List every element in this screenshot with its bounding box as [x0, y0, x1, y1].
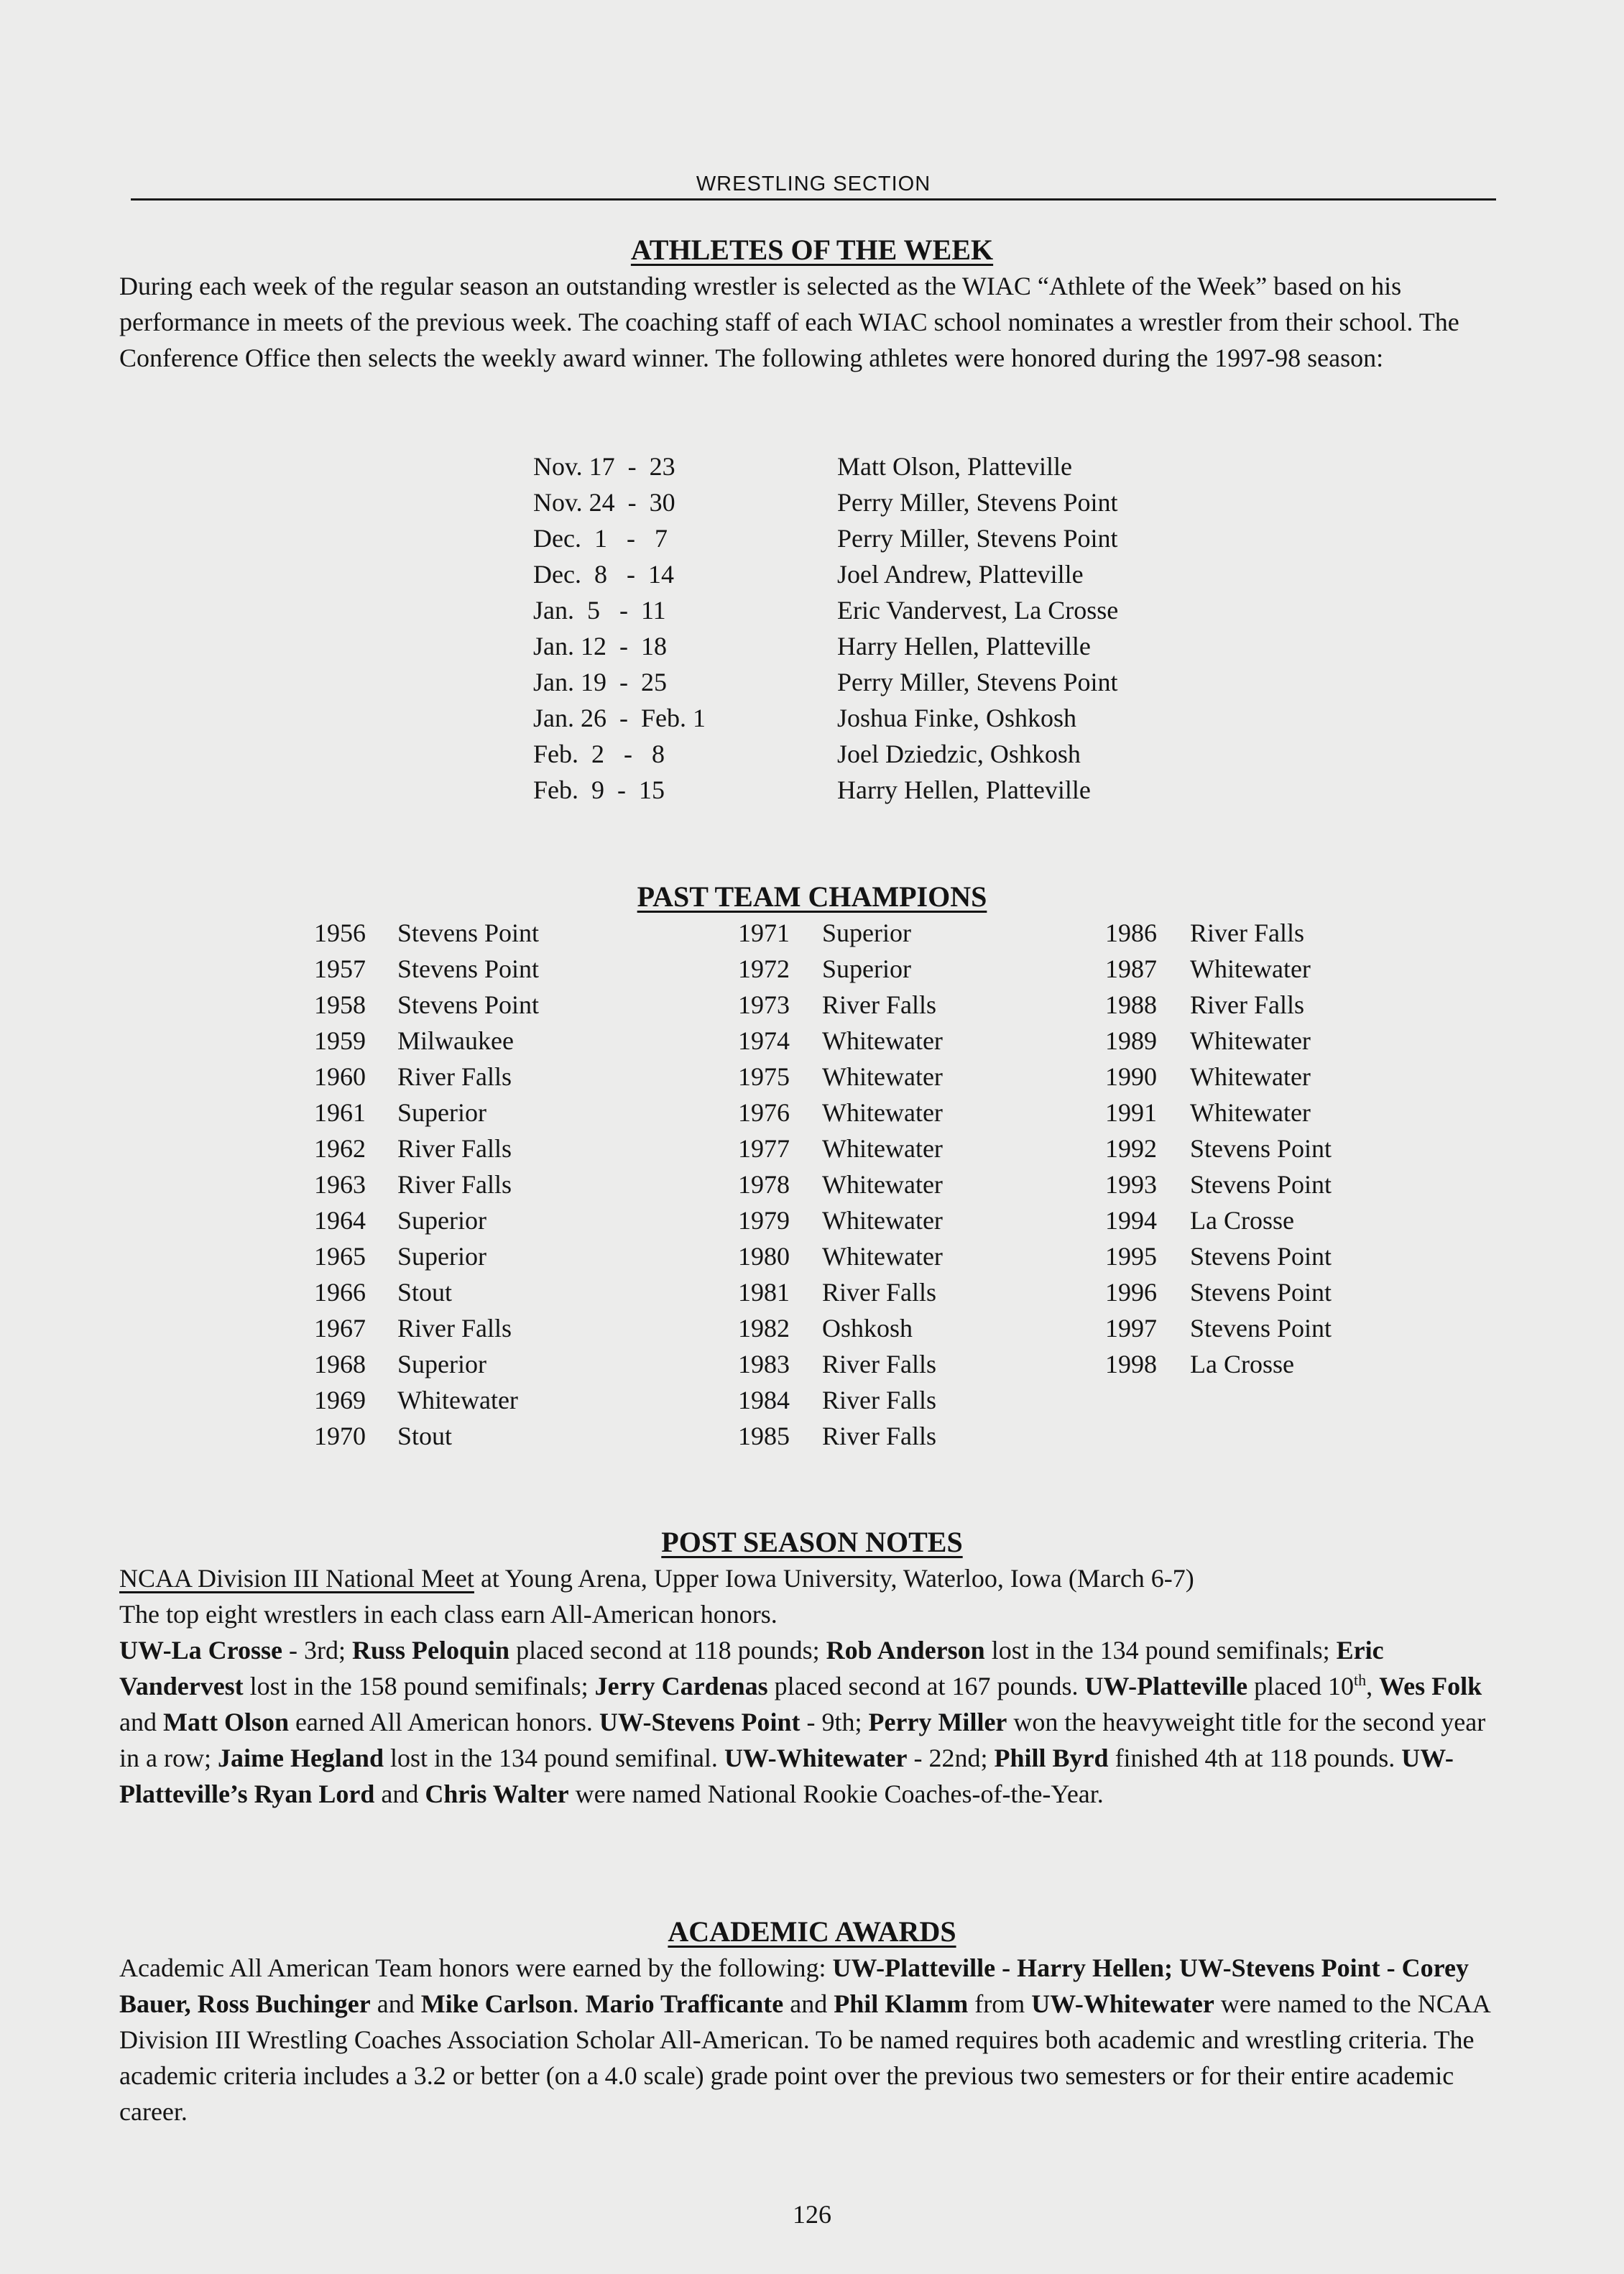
champions-row	[0, 951, 1624, 987]
week-row	[0, 700, 1624, 736]
champion-team: Whitewater	[1190, 1062, 1311, 1091]
honoree-names: UW-Platteville - Harry Hellen; UW-Stevens Point - Corey Bauer, Ross Buchinger	[119, 1953, 1469, 2018]
wrestler-name: Russ Peloquin	[351, 1636, 510, 1665]
week-row	[0, 736, 1624, 772]
champions-row	[0, 1202, 1624, 1238]
week-dates: Jan. 5 - 11	[533, 596, 666, 625]
champion-team: River Falls	[1190, 919, 1304, 947]
week-athlete: Harry Hellen, Platteville	[837, 775, 1091, 804]
champion-team: Superior	[822, 919, 911, 947]
champion-team: Whitewater	[822, 1170, 943, 1199]
champions-row	[0, 1095, 1624, 1131]
champion-team: River Falls	[822, 1386, 936, 1414]
champion-team: Milwaukee	[397, 1026, 514, 1055]
week-row	[0, 520, 1624, 556]
wrestler-name: Wes Folk	[1379, 1672, 1482, 1700]
champion-team: Whitewater	[1190, 1098, 1311, 1127]
week-dates: Feb. 2 - 8	[533, 740, 665, 768]
note-text: and	[119, 1708, 163, 1736]
academic-text: from	[968, 1989, 1032, 2018]
athletes-heading	[0, 233, 1624, 267]
champions-heading-text: PAST TEAM CHAMPIONS	[637, 880, 987, 913]
honors-line: The top eight wrestlers in each class earn All-American honors.	[119, 1600, 778, 1629]
champions-row	[0, 915, 1624, 951]
note-text: placed second at 167 pounds.	[767, 1672, 1085, 1700]
champion-year: 1984	[738, 1386, 790, 1414]
champion-year: 1971	[738, 919, 790, 947]
team-name: UW-Whitewater	[724, 1744, 908, 1772]
ordinal-suffix: th	[1354, 1671, 1367, 1689]
academic-text: were named to the NCAA Division III Wrestling Coaches Association Scholar All-American. To be named requires both academic and wrestling criteria. The academic criteria includes a 3.2 or better (on a 4.0 scale) grade point over the previous two semesters or for their entire academic career.	[119, 1989, 1490, 2126]
post-season-heading	[0, 1525, 1624, 1560]
champion-team: River Falls	[1190, 990, 1304, 1019]
champion-year: 1983	[738, 1350, 790, 1378]
champions-row	[0, 1418, 1624, 1454]
week-athlete: Perry Miller, Stevens Point	[837, 488, 1118, 517]
champions-row	[0, 1059, 1624, 1095]
champion-year: 1961	[314, 1098, 366, 1127]
week-dates: Jan. 19 - 25	[533, 668, 667, 696]
week-dates: Jan. 26 - Feb. 1	[533, 704, 706, 732]
champion-team: River Falls	[822, 990, 936, 1019]
week-dates: Jan. 12 - 18	[533, 632, 667, 660]
champion-year: 1987	[1105, 954, 1157, 983]
note-text: placed 10	[1247, 1672, 1355, 1700]
coach-name: Chris Walter	[425, 1780, 569, 1808]
champions-row	[0, 1382, 1624, 1418]
note-text: - 3rd;	[282, 1636, 352, 1665]
team-name: UW-Stevens Point	[599, 1708, 801, 1736]
champion-team: La Crosse	[1190, 1350, 1294, 1378]
champion-year: 1956	[314, 919, 366, 947]
champion-year: 1992	[1105, 1134, 1157, 1163]
champion-year: 1977	[738, 1134, 790, 1163]
champion-team: Superior	[397, 1098, 486, 1127]
champion-year: 1964	[314, 1206, 366, 1235]
meet-location: at Young Arena, Upper Iowa University, Waterloo, Iowa (March 6-7)	[474, 1564, 1194, 1593]
page-number: 126	[793, 2200, 831, 2229]
champion-year: 1963	[314, 1170, 366, 1199]
champions-row	[0, 987, 1624, 1023]
champion-team: Stout	[397, 1422, 453, 1450]
champion-team: River Falls	[397, 1134, 512, 1163]
note-text: ,	[1366, 1672, 1380, 1700]
champion-year: 1985	[738, 1422, 790, 1450]
champion-year: 1978	[738, 1170, 790, 1199]
week-athlete: Matt Olson, Platteville	[837, 452, 1072, 481]
honoree-name: Mike Carlson	[420, 1989, 573, 2018]
note-text: - 22nd;	[907, 1744, 995, 1772]
academic-heading-text: ACADEMIC AWARDS	[668, 1915, 956, 1948]
post-season-notes	[119, 1560, 1506, 1812]
champion-year: 1981	[738, 1278, 790, 1307]
champion-team: Whitewater	[822, 1026, 943, 1055]
champion-year: 1976	[738, 1098, 790, 1127]
champion-year: 1990	[1105, 1062, 1157, 1091]
team-name: UW-La Crosse	[119, 1636, 282, 1665]
week-athlete: Perry Miller, Stevens Point	[837, 668, 1118, 696]
champions-row	[0, 1166, 1624, 1202]
champion-year: 1962	[314, 1134, 366, 1163]
champions-row	[0, 1346, 1624, 1382]
meet-name: NCAA Division III National Meet	[119, 1564, 474, 1593]
note-text: finished 4th at 118 pounds.	[1108, 1744, 1402, 1772]
athletes-intro: During each week of the regular season an outstanding wrestler is selected as the WIAC “Athlete of the Week” based on his performance in meets of the previous week. The coaching staff of each WIAC school nominates a wrestler from their school. The Conference Office then selects the weekly award winner. The following athletes were honored during the 1997-98 season:	[119, 272, 1459, 372]
note-text: - 9th;	[800, 1708, 869, 1736]
team-name: UW-Whitewater	[1031, 1989, 1214, 2018]
champion-year: 1993	[1105, 1170, 1157, 1199]
note-text: lost in the 134 pound semifinals;	[984, 1636, 1337, 1665]
champion-team: River Falls	[822, 1350, 936, 1378]
champion-team: Whitewater	[1190, 1026, 1311, 1055]
section-header: WRESTLING SECTION	[131, 170, 1496, 201]
champion-year: 1991	[1105, 1098, 1157, 1127]
week-athlete: Harry Hellen, Platteville	[837, 632, 1091, 660]
champion-year: 1958	[314, 990, 366, 1019]
champion-year: 1966	[314, 1278, 366, 1307]
champion-year: 1979	[738, 1206, 790, 1235]
champion-team: Stout	[397, 1278, 453, 1307]
champion-year: 1959	[314, 1026, 366, 1055]
honoree-name: Mario Trafficante	[585, 1989, 784, 2018]
champion-team: Whitewater	[822, 1242, 943, 1271]
champion-team: Whitewater	[822, 1062, 943, 1091]
week-athlete: Joshua Finke, Oshkosh	[837, 704, 1077, 732]
honoree-name: Phil Klamm	[834, 1989, 969, 2018]
champion-team: Oshkosh	[822, 1314, 913, 1343]
champion-year: 1998	[1105, 1350, 1157, 1378]
champion-team: River Falls	[397, 1314, 512, 1343]
week-dates: Nov. 24 - 30	[533, 488, 675, 517]
champion-team: Stevens Point	[1190, 1170, 1332, 1199]
wrestler-name: Eric Vandervest	[119, 1636, 1384, 1700]
champion-year: 1972	[738, 954, 790, 983]
week-row	[0, 556, 1624, 592]
week-row	[0, 448, 1624, 484]
champion-year: 1970	[314, 1422, 366, 1450]
champion-year: 1994	[1105, 1206, 1157, 1235]
note-text: were named National Rookie Coaches-of-the-Year.	[568, 1780, 1104, 1808]
champion-team: Stevens Point	[397, 954, 540, 983]
note-text: and	[374, 1780, 425, 1808]
athletes-heading-text: ATHLETES OF THE WEEK	[630, 234, 994, 266]
champion-year: 1973	[738, 990, 790, 1019]
champion-year: 1997	[1105, 1314, 1157, 1343]
week-row	[0, 484, 1624, 520]
team-name: UW-Platteville	[1084, 1672, 1248, 1700]
week-row	[0, 592, 1624, 628]
week-athlete: Eric Vandervest, La Crosse	[837, 596, 1119, 625]
champion-team: River Falls	[397, 1170, 512, 1199]
champion-team: Superior	[397, 1206, 486, 1235]
champion-team: Superior	[822, 954, 911, 983]
week-row	[0, 628, 1624, 664]
note-text: lost in the 158 pound semifinals;	[243, 1672, 595, 1700]
champion-team: River Falls	[397, 1062, 512, 1091]
note-text: placed second at 118 pounds;	[509, 1636, 826, 1665]
champion-team: River Falls	[822, 1422, 936, 1450]
champion-year: 1965	[314, 1242, 366, 1271]
wrestler-name: Perry Miller	[868, 1708, 1007, 1736]
champion-team: River Falls	[822, 1278, 936, 1307]
note-text: won the heavyweight title for the second year in a row;	[119, 1708, 1486, 1772]
champion-year: 1986	[1105, 919, 1157, 947]
coach-name: UW-Platteville’s Ryan Lord	[119, 1744, 1454, 1808]
week-dates: Nov. 17 - 23	[533, 452, 675, 481]
champions-row	[0, 1023, 1624, 1059]
champions-row	[0, 1238, 1624, 1274]
academic-text: Academic All American Team honors were earned by the following:	[119, 1953, 833, 1982]
champion-year: 1975	[738, 1062, 790, 1091]
champion-team: Stevens Point	[1190, 1134, 1332, 1163]
champions-row	[0, 1131, 1624, 1166]
academic-awards-text	[119, 1950, 1506, 2130]
academic-heading	[0, 1915, 1624, 1949]
week-dates: Dec. 8 - 14	[533, 560, 674, 589]
champion-team: Stevens Point	[1190, 1242, 1332, 1271]
week-row	[0, 772, 1624, 808]
champion-team: La Crosse	[1190, 1206, 1294, 1235]
champion-team: Superior	[397, 1350, 486, 1378]
champion-year: 1957	[314, 954, 366, 983]
wrestler-name: Rob Anderson	[826, 1636, 985, 1665]
champions-row	[0, 1274, 1624, 1310]
champion-year: 1982	[738, 1314, 790, 1343]
academic-text: and	[783, 1989, 834, 2018]
wrestler-name: Jerry Cardenas	[594, 1672, 768, 1700]
wrestler-name: Jaime Hegland	[217, 1744, 384, 1772]
academic-text: and	[370, 1989, 421, 2018]
champion-year: 1974	[738, 1026, 790, 1055]
champion-year: 1967	[314, 1314, 366, 1343]
week-athlete: Perry Miller, Stevens Point	[837, 524, 1118, 553]
post-season-heading-text: POST SEASON NOTES	[661, 1526, 963, 1558]
note-text: lost in the 134 pound semifinal.	[383, 1744, 724, 1772]
wrestler-name: Phill Byrd	[994, 1744, 1109, 1772]
champion-team: Stevens Point	[1190, 1314, 1332, 1343]
champion-team: Stevens Point	[397, 990, 540, 1019]
champion-year: 1989	[1105, 1026, 1157, 1055]
champion-team: Stevens Point	[397, 919, 540, 947]
note-text: earned All American honors.	[288, 1708, 599, 1736]
champion-team: Whitewater	[397, 1386, 518, 1414]
champion-year: 1969	[314, 1386, 366, 1414]
champion-team: Superior	[397, 1242, 486, 1271]
academic-text: .	[572, 1989, 586, 2018]
champion-team: Whitewater	[822, 1098, 943, 1127]
champion-year: 1995	[1105, 1242, 1157, 1271]
wrestler-name: Matt Olson	[162, 1708, 289, 1736]
champion-team: Whitewater	[822, 1134, 943, 1163]
champion-year: 1988	[1105, 990, 1157, 1019]
week-dates: Feb. 9 - 15	[533, 775, 665, 804]
week-athlete: Joel Andrew, Platteville	[837, 560, 1084, 589]
champion-year: 1968	[314, 1350, 366, 1378]
champions-heading	[0, 880, 1624, 914]
champion-year: 1980	[738, 1242, 790, 1271]
week-dates: Dec. 1 - 7	[533, 524, 668, 553]
champion-year: 1960	[314, 1062, 366, 1091]
champion-team: Whitewater	[1190, 954, 1311, 983]
champion-year: 1996	[1105, 1278, 1157, 1307]
champion-team: Whitewater	[822, 1206, 943, 1235]
week-row	[0, 664, 1624, 700]
champions-row	[0, 1310, 1624, 1346]
week-athlete: Joel Dziedzic, Oshkosh	[837, 740, 1081, 768]
champion-team: Stevens Point	[1190, 1278, 1332, 1307]
